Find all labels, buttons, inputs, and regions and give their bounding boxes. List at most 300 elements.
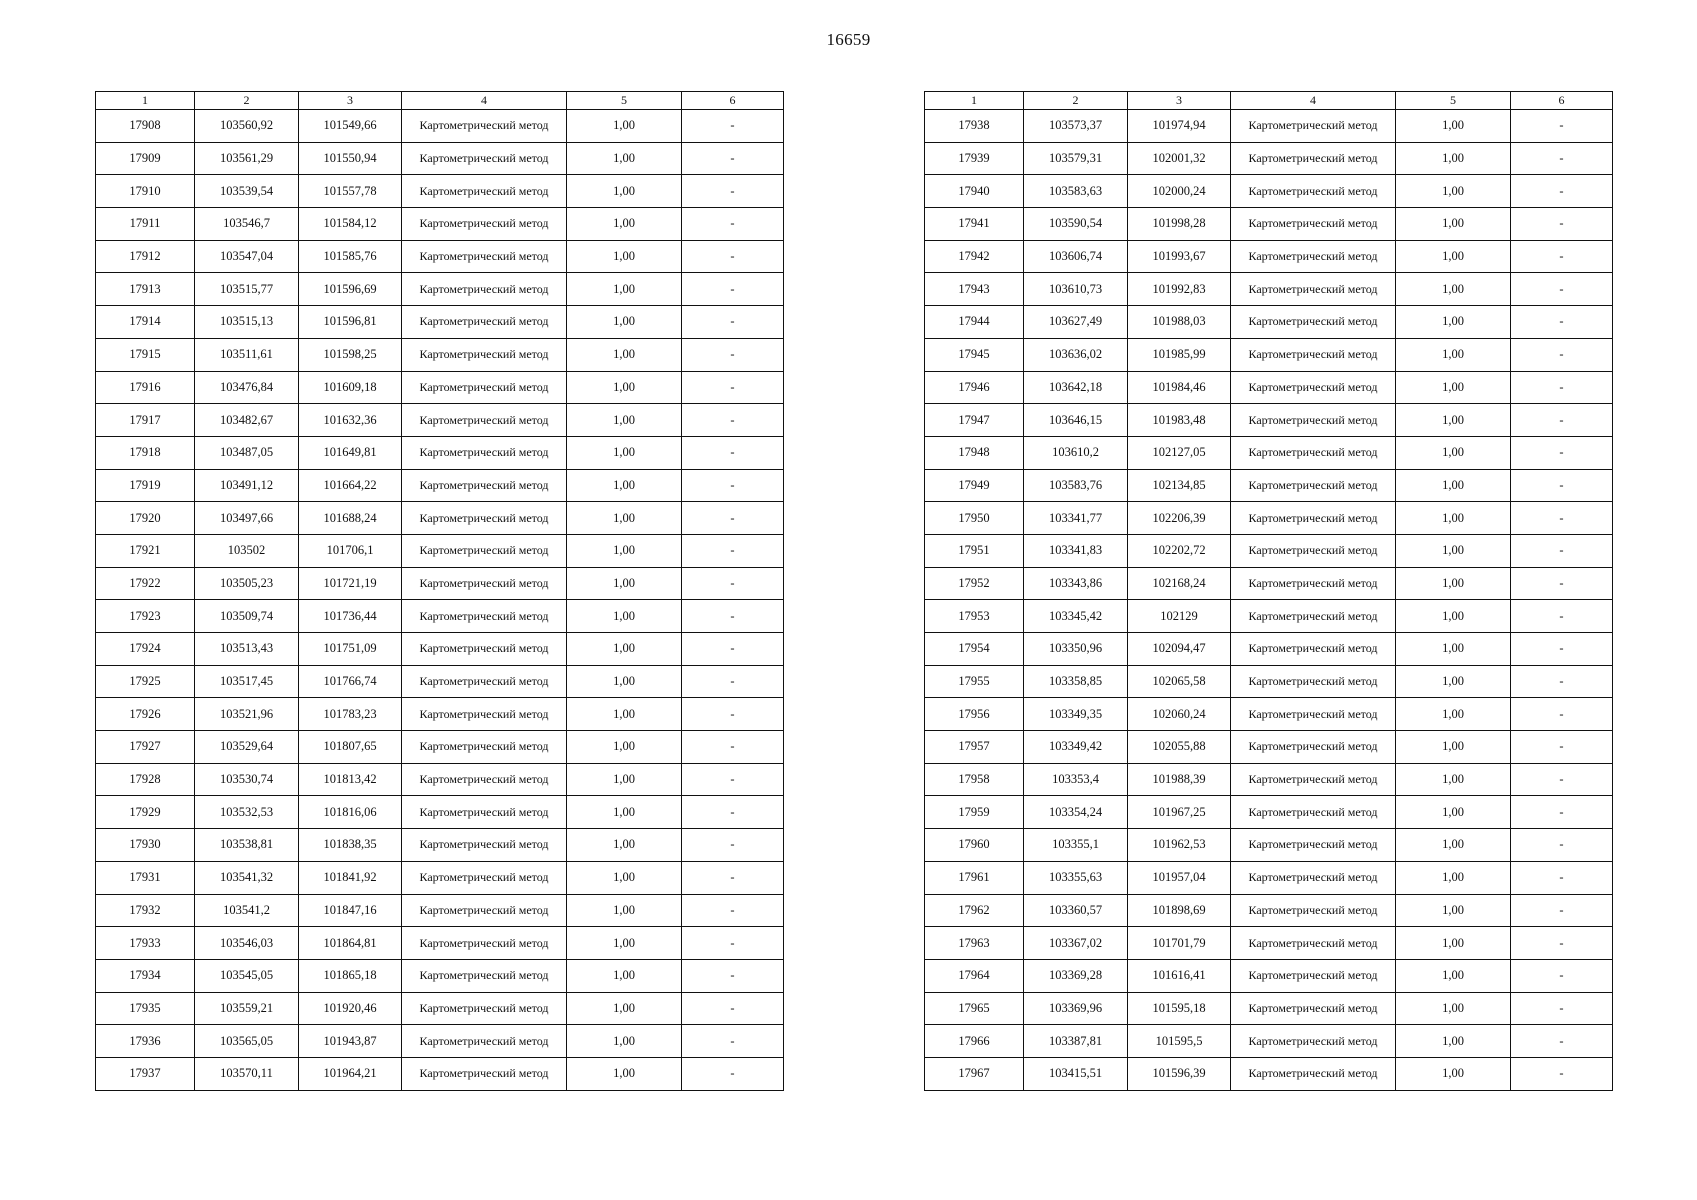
x-coordinate-cell: 103532,53: [195, 796, 299, 829]
y-coordinate-cell: 101664,22: [299, 469, 402, 502]
x-coordinate-cell: 103369,28: [1024, 959, 1128, 992]
table-row: [96, 1025, 784, 1058]
x-coordinate-cell: 103561,29: [195, 142, 299, 175]
x-coordinate-cell: 103350,96: [1024, 633, 1128, 666]
description-cell: -: [1511, 306, 1613, 339]
table-row: [96, 698, 784, 731]
accuracy-cell: 1,00: [567, 208, 682, 241]
description-cell: -: [1511, 731, 1613, 764]
x-coordinate-cell: 103642,18: [1024, 371, 1128, 404]
x-coordinate-cell: 103369,96: [1024, 992, 1128, 1025]
accuracy-cell: 1,00: [1396, 240, 1511, 273]
description-cell: -: [1511, 142, 1613, 175]
point-number-cell: 17944: [925, 306, 1024, 339]
accuracy-cell: 1,00: [1396, 698, 1511, 731]
method-cell: Картометрический метод: [402, 175, 567, 208]
accuracy-cell: 1,00: [567, 534, 682, 567]
x-coordinate-cell: 103343,86: [1024, 567, 1128, 600]
point-number-cell: 17947: [925, 404, 1024, 437]
x-coordinate-cell: 103353,4: [1024, 763, 1128, 796]
table-header-row: [925, 92, 1613, 110]
accuracy-cell: 1,00: [567, 469, 682, 502]
description-cell: -: [1511, 436, 1613, 469]
table-row: [925, 175, 1613, 208]
description-cell: -: [682, 306, 784, 339]
method-cell: Картометрический метод: [402, 796, 567, 829]
point-number-cell: 17932: [96, 894, 195, 927]
accuracy-cell: 1,00: [567, 110, 682, 143]
x-coordinate-cell: 103505,23: [195, 567, 299, 600]
y-coordinate-cell: 101596,39: [1128, 1057, 1231, 1090]
description-cell: -: [1511, 600, 1613, 633]
coordinates-table-left: [95, 91, 784, 1091]
y-coordinate-cell: 102206,39: [1128, 502, 1231, 535]
method-cell: Картометрический метод: [402, 110, 567, 143]
method-cell: Картометрический метод: [1231, 927, 1396, 960]
y-coordinate-cell: 101584,12: [299, 208, 402, 241]
x-coordinate-cell: 103517,45: [195, 665, 299, 698]
point-number-cell: 17917: [96, 404, 195, 437]
accuracy-cell: 1,00: [1396, 1057, 1511, 1090]
table-row: [96, 927, 784, 960]
table-row: [925, 1057, 1613, 1090]
x-coordinate-cell: 103491,12: [195, 469, 299, 502]
method-cell: Картометрический метод: [402, 633, 567, 666]
x-coordinate-cell: 103509,74: [195, 600, 299, 633]
accuracy-cell: 1,00: [567, 731, 682, 764]
y-coordinate-cell: 101985,99: [1128, 338, 1231, 371]
x-coordinate-cell: 103546,03: [195, 927, 299, 960]
column-header-5: 5: [567, 92, 682, 110]
accuracy-cell: 1,00: [1396, 469, 1511, 502]
point-number-cell: 17965: [925, 992, 1024, 1025]
point-number-cell: 17956: [925, 698, 1024, 731]
method-cell: Картометрический метод: [402, 1025, 567, 1058]
table-row: [96, 142, 784, 175]
method-cell: Картометрический метод: [1231, 731, 1396, 764]
point-number-cell: 17946: [925, 371, 1024, 404]
x-coordinate-cell: 103610,2: [1024, 436, 1128, 469]
point-number-cell: 17919: [96, 469, 195, 502]
point-number-cell: 17927: [96, 731, 195, 764]
x-coordinate-cell: 103545,05: [195, 959, 299, 992]
table-body-right: [925, 110, 1613, 1091]
description-cell: -: [1511, 502, 1613, 535]
column-header-4: 4: [402, 92, 567, 110]
y-coordinate-cell: 101807,65: [299, 731, 402, 764]
point-number-cell: 17948: [925, 436, 1024, 469]
x-coordinate-cell: 103502: [195, 534, 299, 567]
y-coordinate-cell: 101998,28: [1128, 208, 1231, 241]
description-cell: -: [1511, 1057, 1613, 1090]
y-coordinate-cell: 101596,69: [299, 273, 402, 306]
method-cell: Картометрический метод: [1231, 665, 1396, 698]
point-number-cell: 17958: [925, 763, 1024, 796]
description-cell: -: [682, 142, 784, 175]
x-coordinate-cell: 103513,43: [195, 633, 299, 666]
column-header-2: 2: [195, 92, 299, 110]
x-coordinate-cell: 103482,67: [195, 404, 299, 437]
description-cell: -: [682, 110, 784, 143]
y-coordinate-cell: 101557,78: [299, 175, 402, 208]
table-row: [925, 273, 1613, 306]
description-cell: -: [682, 698, 784, 731]
accuracy-cell: 1,00: [1396, 927, 1511, 960]
point-number-cell: 17960: [925, 829, 1024, 862]
table-row: [925, 861, 1613, 894]
point-number-cell: 17955: [925, 665, 1024, 698]
accuracy-cell: 1,00: [1396, 665, 1511, 698]
table-row: [925, 469, 1613, 502]
x-coordinate-cell: 103511,61: [195, 338, 299, 371]
accuracy-cell: 1,00: [567, 371, 682, 404]
y-coordinate-cell: 102134,85: [1128, 469, 1231, 502]
point-number-cell: 17921: [96, 534, 195, 567]
method-cell: Картометрический метод: [1231, 142, 1396, 175]
method-cell: Картометрический метод: [1231, 894, 1396, 927]
accuracy-cell: 1,00: [1396, 763, 1511, 796]
table-row: [96, 894, 784, 927]
description-cell: -: [682, 436, 784, 469]
method-cell: Картометрический метод: [1231, 992, 1396, 1025]
accuracy-cell: 1,00: [567, 306, 682, 339]
table-row: [925, 502, 1613, 535]
description-cell: -: [1511, 959, 1613, 992]
point-number-cell: 17952: [925, 567, 1024, 600]
column-header-3: 3: [299, 92, 402, 110]
table-row: [925, 731, 1613, 764]
description-cell: -: [682, 992, 784, 1025]
method-cell: Картометрический метод: [402, 534, 567, 567]
y-coordinate-cell: 101920,46: [299, 992, 402, 1025]
accuracy-cell: 1,00: [1396, 175, 1511, 208]
description-cell: -: [1511, 273, 1613, 306]
accuracy-cell: 1,00: [1396, 534, 1511, 567]
description-cell: -: [1511, 796, 1613, 829]
accuracy-cell: 1,00: [567, 894, 682, 927]
accuracy-cell: 1,00: [567, 927, 682, 960]
x-coordinate-cell: 103646,15: [1024, 404, 1128, 437]
x-coordinate-cell: 103538,81: [195, 829, 299, 862]
y-coordinate-cell: 101783,23: [299, 698, 402, 731]
method-cell: Картометрический метод: [1231, 436, 1396, 469]
x-coordinate-cell: 103546,7: [195, 208, 299, 241]
description-cell: -: [1511, 567, 1613, 600]
method-cell: Картометрический метод: [402, 927, 567, 960]
column-header-6: 6: [1511, 92, 1613, 110]
table-row: [925, 567, 1613, 600]
accuracy-cell: 1,00: [567, 992, 682, 1025]
y-coordinate-cell: 101816,06: [299, 796, 402, 829]
accuracy-cell: 1,00: [567, 861, 682, 894]
accuracy-cell: 1,00: [1396, 371, 1511, 404]
point-number-cell: 17959: [925, 796, 1024, 829]
accuracy-cell: 1,00: [567, 1057, 682, 1090]
y-coordinate-cell: 101943,87: [299, 1025, 402, 1058]
x-coordinate-cell: 103354,24: [1024, 796, 1128, 829]
table-row: [96, 404, 784, 437]
table-row: [96, 502, 784, 535]
x-coordinate-cell: 103349,42: [1024, 731, 1128, 764]
accuracy-cell: 1,00: [567, 404, 682, 437]
table-row: [96, 829, 784, 862]
x-coordinate-cell: 103345,42: [1024, 600, 1128, 633]
method-cell: Картометрический метод: [1231, 633, 1396, 666]
method-cell: Картометрический метод: [402, 208, 567, 241]
method-cell: Картометрический метод: [402, 142, 567, 175]
description-cell: -: [682, 534, 784, 567]
accuracy-cell: 1,00: [567, 959, 682, 992]
y-coordinate-cell: 101988,39: [1128, 763, 1231, 796]
table-row: [925, 600, 1613, 633]
table-row: [925, 796, 1613, 829]
table-row: [96, 861, 784, 894]
method-cell: Картометрический метод: [402, 665, 567, 698]
x-coordinate-cell: 103360,57: [1024, 894, 1128, 927]
accuracy-cell: 1,00: [1396, 436, 1511, 469]
x-coordinate-cell: 103341,83: [1024, 534, 1128, 567]
point-number-cell: 17911: [96, 208, 195, 241]
y-coordinate-cell: 101649,81: [299, 436, 402, 469]
description-cell: -: [1511, 240, 1613, 273]
point-number-cell: 17942: [925, 240, 1024, 273]
description-cell: -: [682, 273, 784, 306]
method-cell: Картометрический метод: [402, 861, 567, 894]
table-row: [925, 306, 1613, 339]
point-number-cell: 17916: [96, 371, 195, 404]
accuracy-cell: 1,00: [1396, 992, 1511, 1025]
y-coordinate-cell: 102168,24: [1128, 567, 1231, 600]
method-cell: Картометрический метод: [1231, 240, 1396, 273]
table-row: [96, 306, 784, 339]
column-header-1: 1: [96, 92, 195, 110]
x-coordinate-cell: 103358,85: [1024, 665, 1128, 698]
y-coordinate-cell: 101898,69: [1128, 894, 1231, 927]
table-row: [96, 665, 784, 698]
accuracy-cell: 1,00: [567, 338, 682, 371]
x-coordinate-cell: 103515,13: [195, 306, 299, 339]
coordinates-table-right: [924, 91, 1613, 1091]
table-row: [96, 436, 784, 469]
y-coordinate-cell: 102055,88: [1128, 731, 1231, 764]
table-row: [925, 1025, 1613, 1058]
x-coordinate-cell: 103355,1: [1024, 829, 1128, 862]
point-number-cell: 17910: [96, 175, 195, 208]
point-number-cell: 17939: [925, 142, 1024, 175]
point-number-cell: 17940: [925, 175, 1024, 208]
x-coordinate-cell: 103583,76: [1024, 469, 1128, 502]
y-coordinate-cell: 101595,18: [1128, 992, 1231, 1025]
x-coordinate-cell: 103521,96: [195, 698, 299, 731]
y-coordinate-cell: 102000,24: [1128, 175, 1231, 208]
x-coordinate-cell: 103355,63: [1024, 861, 1128, 894]
y-coordinate-cell: 101550,94: [299, 142, 402, 175]
point-number-cell: 17967: [925, 1057, 1024, 1090]
accuracy-cell: 1,00: [567, 567, 682, 600]
accuracy-cell: 1,00: [567, 175, 682, 208]
description-cell: -: [682, 796, 784, 829]
table-row: [925, 829, 1613, 862]
y-coordinate-cell: 101688,24: [299, 502, 402, 535]
table-row: [96, 534, 784, 567]
method-cell: Картометрический метод: [402, 404, 567, 437]
x-coordinate-cell: 103476,84: [195, 371, 299, 404]
method-cell: Картометрический метод: [1231, 404, 1396, 437]
x-coordinate-cell: 103541,2: [195, 894, 299, 927]
y-coordinate-cell: 101721,19: [299, 567, 402, 600]
table-row: [925, 763, 1613, 796]
method-cell: Картометрический метод: [402, 763, 567, 796]
point-number-cell: 17931: [96, 861, 195, 894]
method-cell: Картометрический метод: [402, 338, 567, 371]
accuracy-cell: 1,00: [567, 665, 682, 698]
accuracy-cell: 1,00: [1396, 959, 1511, 992]
x-coordinate-cell: 103529,64: [195, 731, 299, 764]
y-coordinate-cell: 101964,21: [299, 1057, 402, 1090]
x-coordinate-cell: 103559,21: [195, 992, 299, 1025]
description-cell: -: [682, 829, 784, 862]
point-number-cell: 17962: [925, 894, 1024, 927]
method-cell: Картометрический метод: [402, 1057, 567, 1090]
description-cell: -: [1511, 861, 1613, 894]
method-cell: Картометрический метод: [402, 502, 567, 535]
method-cell: Картометрический метод: [402, 436, 567, 469]
accuracy-cell: 1,00: [1396, 829, 1511, 862]
description-cell: -: [682, 208, 784, 241]
method-cell: Картометрический метод: [1231, 306, 1396, 339]
point-number-cell: 17964: [925, 959, 1024, 992]
method-cell: Картометрический метод: [402, 273, 567, 306]
x-coordinate-cell: 103530,74: [195, 763, 299, 796]
table-row: [96, 1057, 784, 1090]
table-row: [925, 142, 1613, 175]
x-coordinate-cell: 103590,54: [1024, 208, 1128, 241]
point-number-cell: 17936: [96, 1025, 195, 1058]
accuracy-cell: 1,00: [1396, 110, 1511, 143]
description-cell: -: [682, 1025, 784, 1058]
method-cell: Картометрический метод: [1231, 567, 1396, 600]
method-cell: Картометрический метод: [1231, 110, 1396, 143]
accuracy-cell: 1,00: [567, 502, 682, 535]
point-number-cell: 17937: [96, 1057, 195, 1090]
table-row: [96, 338, 784, 371]
accuracy-cell: 1,00: [567, 142, 682, 175]
table-row: [925, 633, 1613, 666]
x-coordinate-cell: 103579,31: [1024, 142, 1128, 175]
point-number-cell: 17929: [96, 796, 195, 829]
description-cell: -: [682, 927, 784, 960]
y-coordinate-cell: 101864,81: [299, 927, 402, 960]
description-cell: -: [682, 567, 784, 600]
accuracy-cell: 1,00: [567, 600, 682, 633]
accuracy-cell: 1,00: [567, 633, 682, 666]
y-coordinate-cell: 102001,32: [1128, 142, 1231, 175]
y-coordinate-cell: 102060,24: [1128, 698, 1231, 731]
table-row: [96, 175, 784, 208]
table-row: [925, 959, 1613, 992]
accuracy-cell: 1,00: [1396, 567, 1511, 600]
point-number-cell: 17938: [925, 110, 1024, 143]
accuracy-cell: 1,00: [567, 273, 682, 306]
x-coordinate-cell: 103541,32: [195, 861, 299, 894]
y-coordinate-cell: 101595,5: [1128, 1025, 1231, 1058]
y-coordinate-cell: 101865,18: [299, 959, 402, 992]
x-coordinate-cell: 103573,37: [1024, 110, 1128, 143]
column-header-2: 2: [1024, 92, 1128, 110]
description-cell: -: [1511, 208, 1613, 241]
method-cell: Картометрический метод: [1231, 959, 1396, 992]
accuracy-cell: 1,00: [567, 1025, 682, 1058]
point-number-cell: 17930: [96, 829, 195, 862]
table-row: [925, 992, 1613, 1025]
table-row: [96, 240, 784, 273]
description-cell: -: [1511, 829, 1613, 862]
table-row: [925, 110, 1613, 143]
table-row: [96, 208, 784, 241]
description-cell: -: [1511, 175, 1613, 208]
table-row: [96, 763, 784, 796]
x-coordinate-cell: 103610,73: [1024, 273, 1128, 306]
accuracy-cell: 1,00: [1396, 600, 1511, 633]
description-cell: -: [682, 600, 784, 633]
x-coordinate-cell: 103497,66: [195, 502, 299, 535]
point-number-cell: 17950: [925, 502, 1024, 535]
y-coordinate-cell: 101967,25: [1128, 796, 1231, 829]
y-coordinate-cell: 101983,48: [1128, 404, 1231, 437]
description-cell: -: [1511, 110, 1613, 143]
point-number-cell: 17954: [925, 633, 1024, 666]
point-number-cell: 17924: [96, 633, 195, 666]
point-number-cell: 17957: [925, 731, 1024, 764]
table-row: [96, 959, 784, 992]
method-cell: Картометрический метод: [1231, 208, 1396, 241]
x-coordinate-cell: 103627,49: [1024, 306, 1128, 339]
y-coordinate-cell: 101585,76: [299, 240, 402, 273]
table-row: [96, 600, 784, 633]
description-cell: -: [682, 502, 784, 535]
description-cell: -: [1511, 633, 1613, 666]
y-coordinate-cell: 101841,92: [299, 861, 402, 894]
description-cell: -: [682, 240, 784, 273]
x-coordinate-cell: 103547,04: [195, 240, 299, 273]
table-row: [96, 371, 784, 404]
point-number-cell: 17913: [96, 273, 195, 306]
table-row: [925, 534, 1613, 567]
table-row: [925, 665, 1613, 698]
point-number-cell: 17933: [96, 927, 195, 960]
table-row: [96, 796, 784, 829]
accuracy-cell: 1,00: [567, 436, 682, 469]
column-header-5: 5: [1396, 92, 1511, 110]
accuracy-cell: 1,00: [1396, 894, 1511, 927]
method-cell: Картометрический метод: [402, 698, 567, 731]
point-number-cell: 17934: [96, 959, 195, 992]
y-coordinate-cell: 101706,1: [299, 534, 402, 567]
method-cell: Картометрический метод: [1231, 1057, 1396, 1090]
point-number-cell: 17951: [925, 534, 1024, 567]
table-row: [96, 633, 784, 666]
table-row: [925, 338, 1613, 371]
y-coordinate-cell: 101609,18: [299, 371, 402, 404]
method-cell: Картометрический метод: [402, 306, 567, 339]
accuracy-cell: 1,00: [1396, 1025, 1511, 1058]
description-cell: -: [1511, 894, 1613, 927]
y-coordinate-cell: 101847,16: [299, 894, 402, 927]
x-coordinate-cell: 103565,05: [195, 1025, 299, 1058]
y-coordinate-cell: 101766,74: [299, 665, 402, 698]
table-row: [925, 240, 1613, 273]
y-coordinate-cell: 101632,36: [299, 404, 402, 437]
